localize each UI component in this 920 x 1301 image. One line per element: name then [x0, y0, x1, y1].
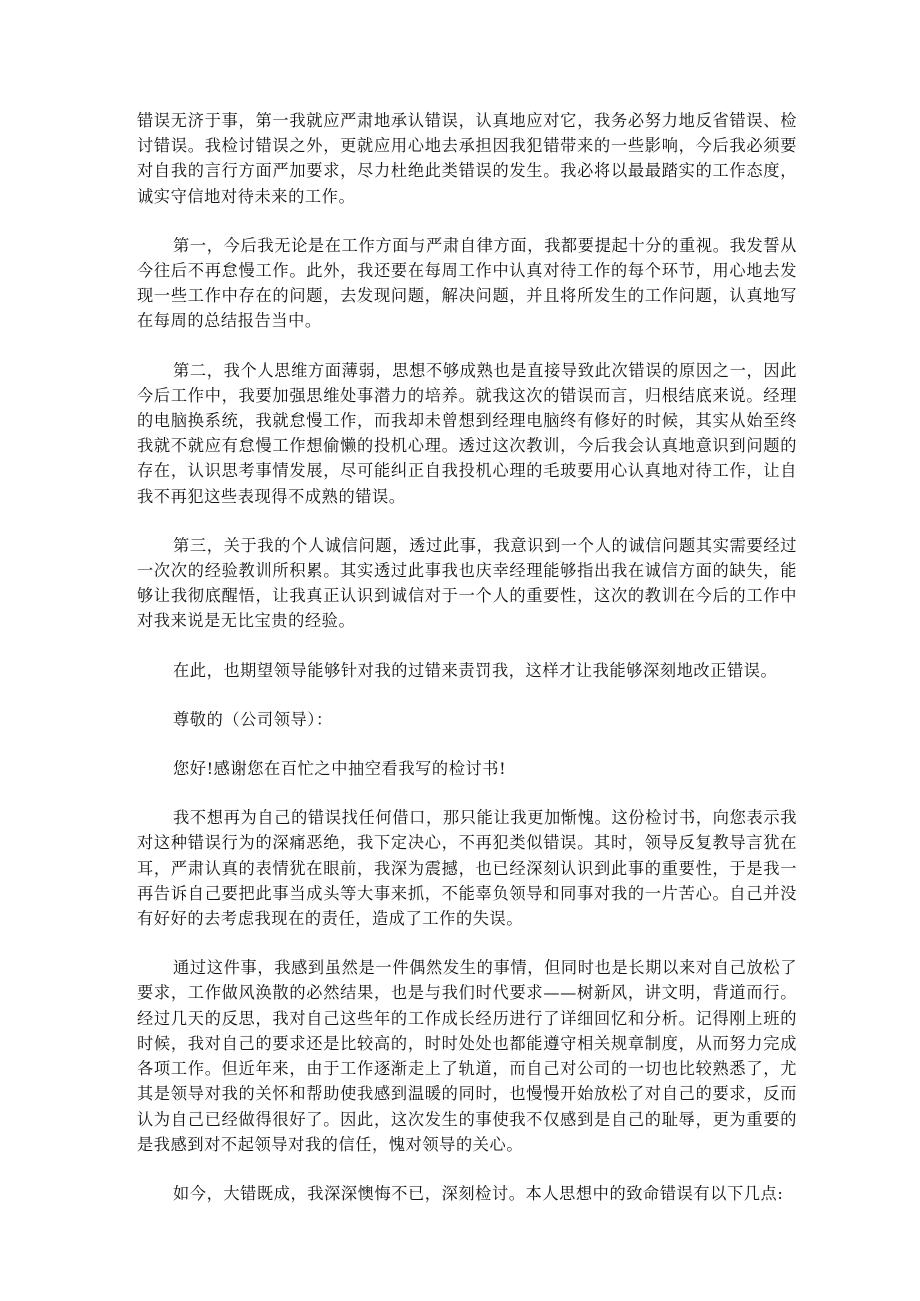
paragraph-point-two: 第二，我个人思维方面薄弱，思想不够成熟也是直接导致此次错误的原因之一，因此今后工作中，我要加强思维处事潜力的培养。就我这次的错误而言，归根结底来说。经理的电脑换系统，我就怠慢工作，而我却未曾想到经理电脑终有修好的时候，其实从始至终我就不就应有怠慢工作想偷懒的投机心理。透过这次教训，今后我会认真地意识到问题的存在，认识思考事情发展，尽可能纠正自我投机心理的毛玻要用心认真地对待工作，让自我不再犯这些表现得不成熟的错误。: [137, 360, 797, 506]
paragraph-point-one: 第一，今后我无论是在工作方面与严肃自律方面，我都要提起十分的重视。我发誓从今往后不再怠慢工作。此外，我还要在每周工作中认真对待工作的每个环节，用心地去发现一些工作中存在的问题，去发现问题，解决问题，并且将所发生的工作问题，认真地写在每周的总结报告当中。: [137, 235, 797, 331]
paragraph-reflection: 通过这件事，我感到虽然是一件偶然发生的事情，但同时也是长期以来对自己放松了要求，工作做风涣散的必然结果，也是与我们时代要求——树新风，讲文明，背道而行。经过几天的反思，我对自己这些年的工作成长经历进行了详细回忆和分析。记得刚上班的时候，我对自己的要求还是比较高的，时时处处也都能遵守相关规章制度，从而努力完成各项工作。但近年来，由于工作逐渐走上了轨道，而自己对公司的一切也比较熟悉了，尤其是领导对我的关怀和帮助使我感到温暖的同时，也慢慢开始放松了对自己的要求，反而认为自己已经做得很好了。因此，这次发生的事使我不仅感到是自己的耻辱，更为重要的是我感到对不起领导对我的信任，愧对领导的关心。: [137, 958, 797, 1154]
paragraph-conclusion: 如今，大错既成，我深深懊悔不已，深刻检讨。本人思想中的致命错误有以下几点:: [173, 1183, 784, 1203]
paragraph-apology: 我不想再为自己的错误找任何借口，那只能让我更加惭愧。这份检讨书，向您表示我对这种错误行为的深痛恶绝，我下定决心，不再犯类似错误。其时，领导反复教导言犹在耳，严肃认真的表情犹在眼前，我深为震撼，也已经深刻认识到此事的重要性，于是我一再告诉自己要把此事当成头等大事来抓，不能辜负领导和同事对我的一片苦心。自己并没有好好的去考虑我现在的责任，造成了工作的失误。: [137, 808, 797, 929]
paragraph-point-three: 第三，关于我的个人诚信问题，透过此事，我意识到一个人的诚信问题其实需要经过一次次的经验教训所积累。其实透过此事我也庆幸经理能够指出我在诚信方面的缺失，能够让我彻底醒悟，让我真正认识到诚信对于一个人的重要性，这次的教训在今后的工作中对我来说是无比宝贵的经验。: [137, 535, 797, 631]
document-body: [137, 108, 797, 1206]
greeting: 您好!感谢您在百忙之中抽空看我写的检讨书!: [173, 759, 507, 779]
paragraph-continuation: 错误无济于事，第一我就应严肃地承认错误，认真地应对它，我务必努力地反省错误、检讨错误。我检讨错误之外，更就应用心地去承担因我犯错带来的一些影响，今后我必须要对自我的言行方面严加要求，尽力杜绝此类错误的发生。我必将以最最踏实的工作态度，诚实守信地对待未来的工作。: [137, 111, 797, 206]
paragraph-request: 在此，也期望领导能够针对我的过错来责罚我，这样才让我能够深刻地改正错误。: [173, 660, 778, 680]
salutation: 尊敬的（公司领导）：: [173, 709, 333, 729]
